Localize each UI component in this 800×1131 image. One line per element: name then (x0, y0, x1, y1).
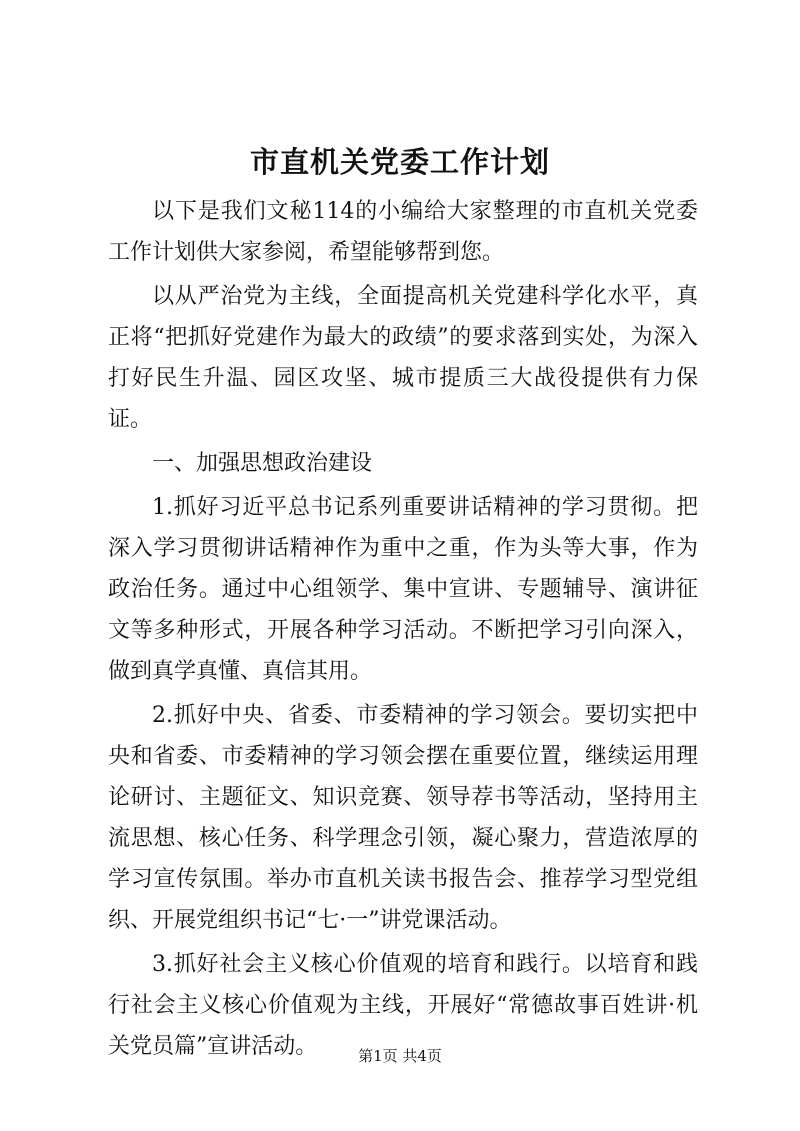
item-1-paragraph: 1.抓好习近平总书记系列重要讲话精神的学习贯彻。把深入学习贯彻讲话精神作为重中之重，作为头等大事，作为政治任务。通过中心组领学、集中宣讲、专题辅导、演讲征文等多种形式，开展各种学习活动。不断把学习引向深入，做到真学真懂、真信其用。 (108, 495, 698, 684)
intro-paragraph: 以下是我们文秘114的小编给大家整理的市直机关党委工作计划供大家参阅，希望能够帮到您。 (108, 199, 698, 265)
item-3-paragraph: 3.抓好社会主义核心价值观的培育和践行。以培育和践行社会主义核心价值观为主线，开展好“常德故事百姓讲·机关党员篇”宣讲活动。 (108, 952, 698, 1059)
mainline-paragraph: 以从严治党为主线，全面提高机关党建科学化水平，真正将“把抓好党建作为最大的政绩”的要求落到实处，为深入打好民生升温、园区攻坚、城市提质三大战役提供有力保证。 (108, 284, 698, 432)
page-footer: 第1页 共4页 (358, 1047, 442, 1065)
document-body (108, 191, 698, 1070)
page-title: 市直机关党委工作计划 (249, 145, 550, 179)
section-heading: 一、加强思想政治建设 (152, 451, 373, 476)
item-2-paragraph: 2.抓好中央、省委、市委精神的学习领会。要切实把中央和省委、市委精神的学习领会摆在重要位置，继续运用理论研讨、主题征文、知识竞赛、领导荐书等活动，坚持用主流思想、核心任务、科学理念引领，凝心聚力，营造浓厚的学习宣传氛围。举办市直机关读书报告会、推荐学习型党组织、开展党组织书记“七·一”讲党课活动。 (108, 703, 698, 933)
